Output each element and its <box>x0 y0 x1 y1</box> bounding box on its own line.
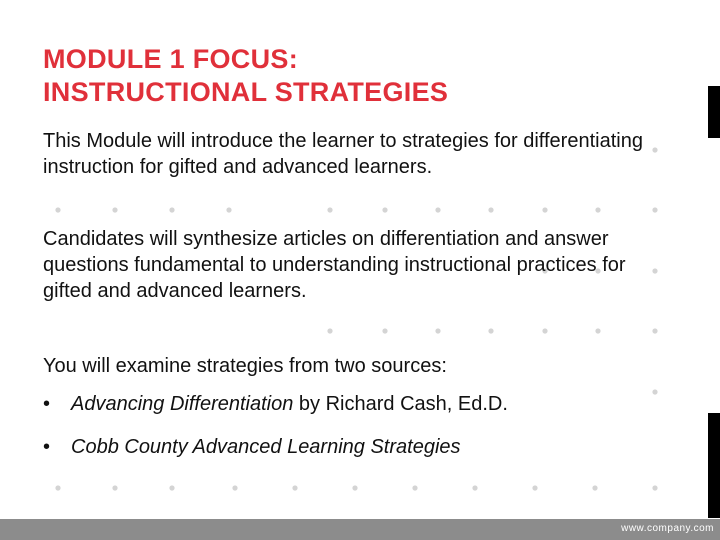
list-item <box>43 434 683 460</box>
book-author: by Richard Cash, Ed.D. <box>293 393 508 415</box>
footer-bar <box>0 519 720 540</box>
slide-title-line-2: INSTRUCTIONAL STRATEGIES <box>43 77 449 107</box>
slide-title-line-1: MODULE 1 FOCUS: <box>43 44 299 74</box>
intro-paragraph: This Module will introduce the learner to strategies for differentiating instruction for gifted and advanced learners. <box>43 130 643 178</box>
strategies-title: Cobb County Advanced Learning Strategies <box>71 436 461 458</box>
book-title: Advancing Differentiation <box>71 393 294 415</box>
accent-bar-top <box>708 86 720 138</box>
slide-title <box>43 43 683 109</box>
sources-paragraph: You will examine strategies from two sources: <box>43 355 447 377</box>
list-item <box>43 391 683 417</box>
footer-url: www.company.com <box>621 523 714 534</box>
sources-list <box>43 391 683 477</box>
candidates-paragraph: Candidates will synthesize articles on differentiation and answer questions fundamental to understanding instructional practices for gifted and advanced learners. <box>43 228 626 302</box>
bullet-marker: • <box>43 436 51 458</box>
accent-bar-bottom <box>708 413 720 518</box>
bullet-marker: • <box>43 393 51 415</box>
